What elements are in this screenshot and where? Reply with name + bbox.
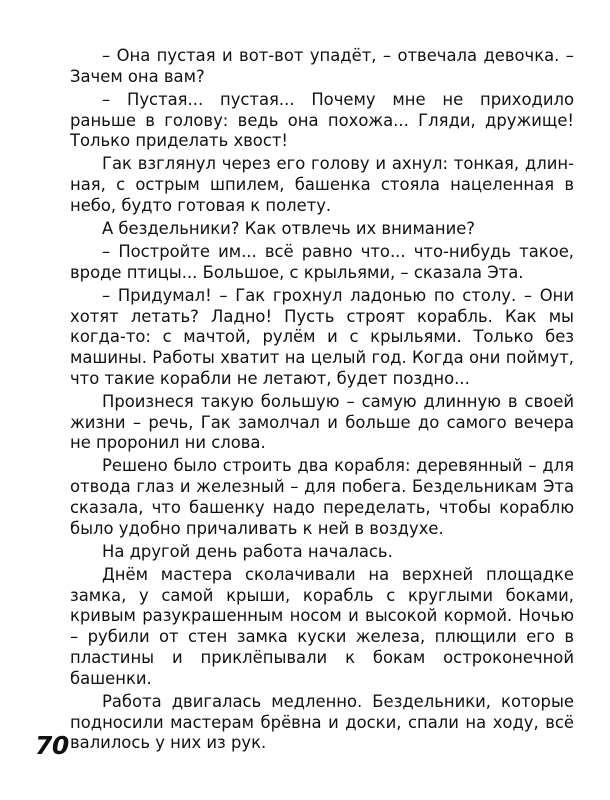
paragraph: – Постройте им... всё равно что... что-нибудь такое, вроде птицы... Большое, с крыльями, – сказала Эта. <box>70 241 574 282</box>
paragraph: – Придумал! – Гак грохнул ладонью по столу. – Они хотят летать? Ладно! Пусть строят корабль. Как мы когда-то: с мачтой, рулём и с крыльями. Только без машины. Работы хватит на целый год. Когда они поймут, что такие корабли не летают, будет поздно... <box>70 285 574 388</box>
paragraph: Произнеся такую большую – самую длинную в своей жизни – речь, Гак замолчал и больше до самого вечера не проронил ни слова. <box>70 391 574 453</box>
paragraph: – Пустая... пустая... Почему мне не приходило раньше в голову: ведь она похожа... Гляди, дружище! Только приделать хвост! <box>70 89 574 151</box>
paragraph: Решено было строить два корабля: деревянный – для отвода глаз и железный – для побега. Бездельникам Эта сказала, что башенку надо переделать, чтобы кораблю было удобно причаливать к ней в воздухе. <box>70 456 574 538</box>
paragraph: Гак взглянул через его голову и ахнул: тонкая, длинная, с острым шпилем, башенка стояла нацеленная в небо, будто готовая к полету. <box>70 154 574 215</box>
page-number: 70 <box>35 731 69 760</box>
paragraph: Днём мастера сколачивали на верхней площадке замка, у самой крыши, корабль с круглыми боками, кривым разукрашенным носом и высокой кормой. Ночью – рубили от стен замка куски железа, плющили его в пластины и приклёпывали к бокам остроконечной башенки. <box>70 564 574 688</box>
paragraph: На другой день работа началась. <box>102 541 393 561</box>
body-text <box>70 46 574 754</box>
paragraph: А бездельники? Как отвлечь их внимание? <box>102 218 476 238</box>
paragraph: Работа двигалась медленно. Бездельники, которые подносили мастерам брёвна и доски, спали на ходу, всё валилось у них из рук. <box>70 691 574 753</box>
paragraph: – Она пустая и вот-вот упадёт, – отвечала девочка. – Зачем она вам? <box>70 46 574 86</box>
